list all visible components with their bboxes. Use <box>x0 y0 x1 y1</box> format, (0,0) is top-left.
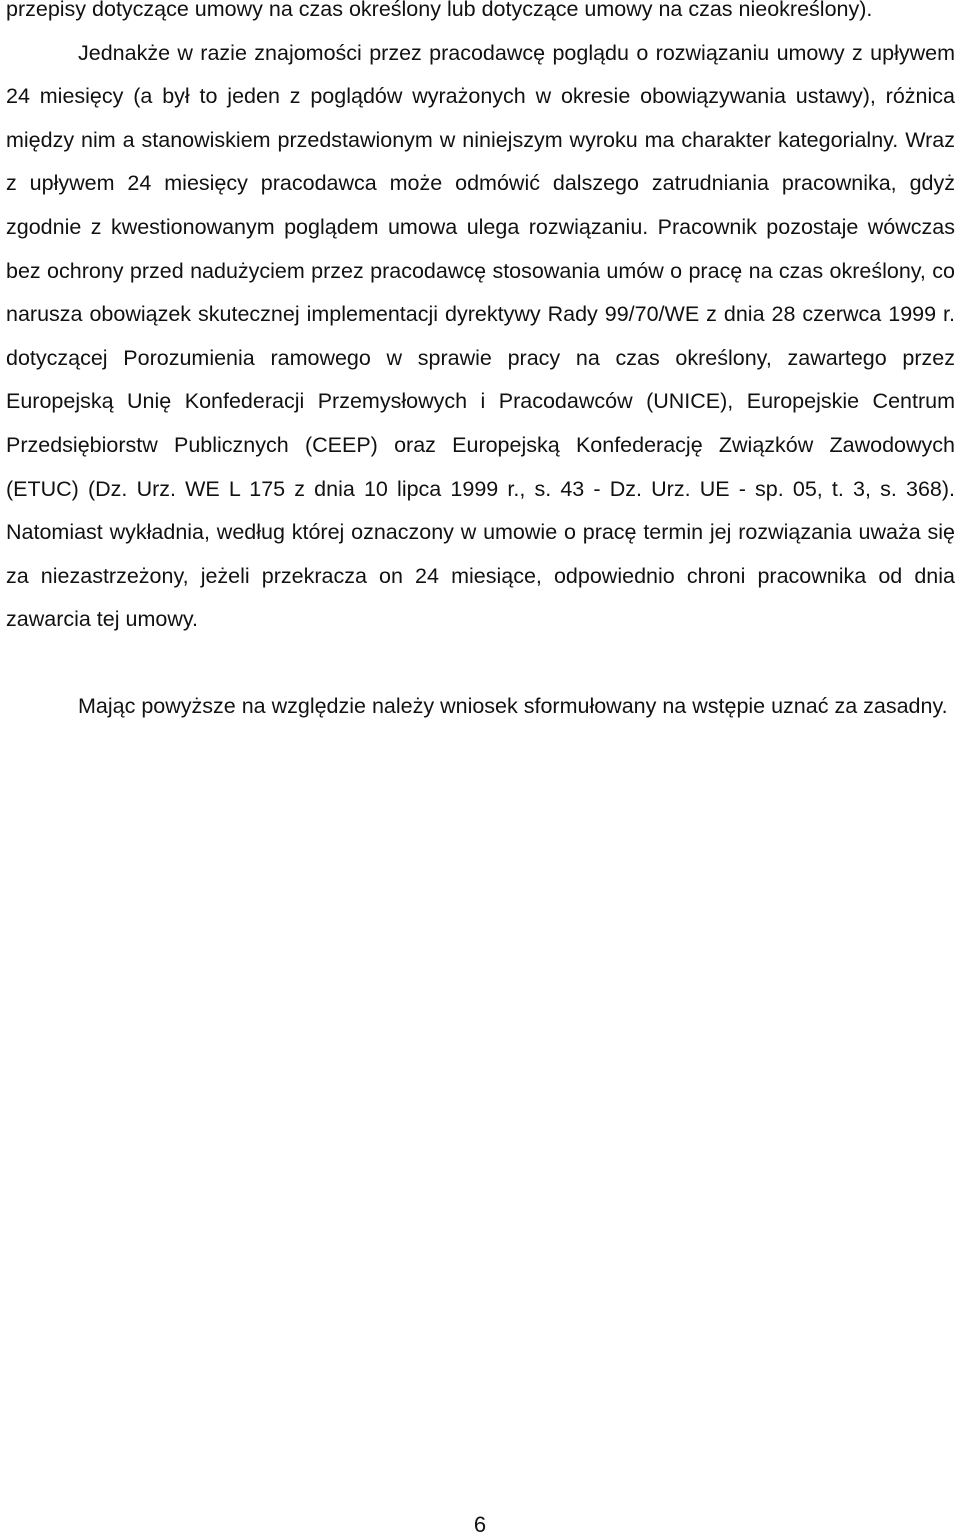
paragraph-main: Jednakże w razie znajomości przez pracodawcę poglądu o rozwiązaniu umowy z upływem 24 miesięcy (a był to jeden z poglądów wyrażonych w okresie obowiązywania ustawy), różnica między nim a stanowiskiem przedstawionym w niniejszym wyroku ma charakter kategorialny. Wraz z upływem 24 miesięcy pracodawca może odmówić dalszego zatrudniania pracownika, gdyż zgodnie z kwestionowanym poglądem umowa ulega rozwiązaniu. Pracownik pozostaje wówczas bez ochrony przed nadużyciem przez pracodawcę stosowania umów o pracę na czas określony, co narusza obowiązek skutecznej implementacji dyrektywy Rady 99/70/WE z dnia 28 czerwca 1999 r. dotyczącej Porozumienia ramowego w sprawie pracy na czas określony, zawartego przez Europejską Unię Konfederacji Przemysłowych i Pracodawców (UNICE), Europejskie Centrum Przedsiębiorstw Publicznych (CEEP) oraz Europejską Konfederację Związków Zawodowych (ETUC) (Dz. Urz. WE L 175 z dnia 10 lipca 1999 r., s. 43 - Dz. Urz. UE - sp. 05, t. 3, s. 368). Natomiast wykładnia, według której oznaczony w umowie o pracę termin jej rozwiązania uważa się za niezastrzeżony, jeżeli przekracza on 24 miesiące, odpowiednio chroni pracownika od dnia zawarcia tej umowy. <box>6 40 955 632</box>
paragraph-conclusion: Mając powyższe na względzie należy wniosek sformułowany na wstępie uznać za zasadny. <box>78 693 948 718</box>
paragraph-continuation: przepisy dotyczące umowy na czas określony lub dotyczące umowy na czas nieokreślony). <box>6 0 873 21</box>
paragraph-spacer <box>6 642 955 685</box>
page-number: 6 <box>473 1512 487 1537</box>
document-page <box>6 0 955 729</box>
